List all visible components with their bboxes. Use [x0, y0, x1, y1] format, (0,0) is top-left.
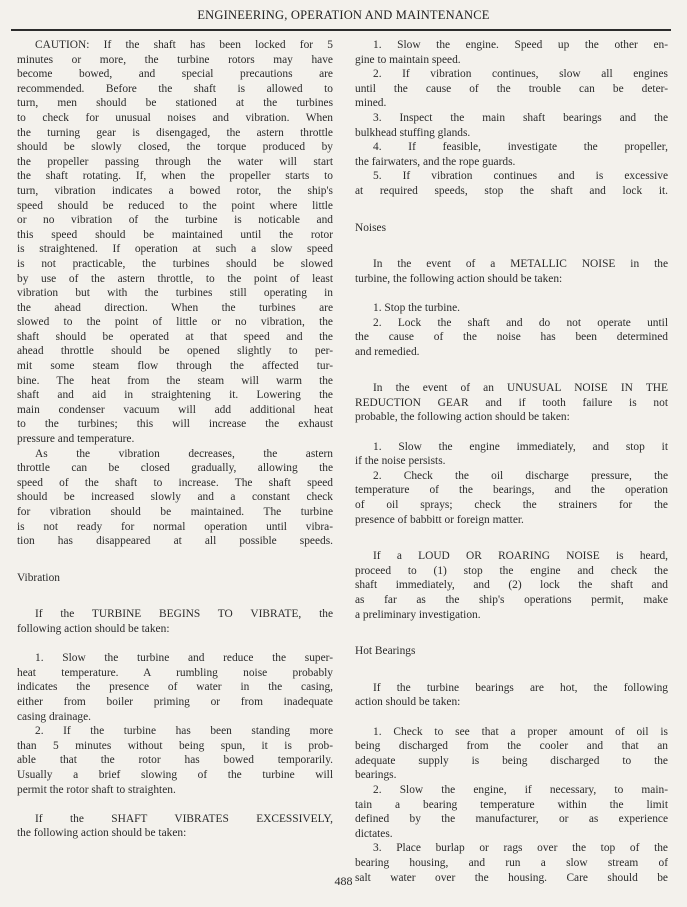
- text-line: either from boiler priming or from inadequate: [17, 695, 333, 708]
- text-line: main condenser vacuum will add additional heat: [17, 403, 333, 416]
- text-line: if the noise persists.: [355, 455, 446, 468]
- text-line: should be slowly closed, the torque produced by: [17, 141, 333, 154]
- text-line: dictates.: [355, 827, 393, 840]
- text-line: as far as the ship's operations permit, make: [355, 594, 668, 606]
- text-line: 1. Slow the engine. Speed up the other en-: [373, 39, 668, 51]
- text-line: the shaft rotating. If, when the propeller starts to: [17, 170, 333, 183]
- text-line: should be increased slowly and a constant check: [17, 491, 333, 504]
- text-line: mined.: [355, 97, 387, 110]
- shaft-step-1: [355, 38, 668, 67]
- text-line: Usually a brief slowing of the turbine will: [17, 768, 333, 781]
- text-line: slowed to the point of little or no vibration, the: [17, 316, 333, 329]
- text-line: a preliminary investigation.: [355, 608, 481, 621]
- text-line: following action should be taken:: [17, 622, 170, 635]
- text-line: 3. Inspect the main shaft bearings and the: [373, 111, 668, 124]
- text-line: adequate supply is being discharged to the: [355, 754, 668, 767]
- text-line: the propeller passing through the water will start: [17, 155, 333, 168]
- shaft-step-3: [355, 111, 668, 140]
- text-line: is not ready for normal operation until vibra-: [17, 520, 333, 533]
- text-line: tain a bearing temperature within the limit: [355, 798, 668, 811]
- text-line: heat temperature. A rumbling noise probably: [17, 666, 333, 679]
- shaft-step-4: [355, 140, 668, 169]
- text-line: shaft and aid in straightening it. Lowering the: [17, 389, 333, 402]
- text-line: If the turbine bearings are hot, the following: [373, 681, 668, 694]
- text-line: throttle can be closed gradually, allowing the: [17, 462, 333, 475]
- turbine-vibrate-paragraph: [17, 607, 333, 636]
- reduction-gear-paragraph: [355, 381, 668, 425]
- text-line: 2. If vibration continues, slow all engines: [373, 68, 668, 81]
- text-line: the ahead direction. When the turbines are: [17, 301, 333, 314]
- text-line: able that the rotor has bowed temporarily.: [17, 754, 333, 767]
- caution-paragraph: [17, 38, 333, 447]
- text-line: 4. If feasible, investigate the propeller,: [373, 141, 668, 154]
- text-line: speed should be reduced to the point where little: [17, 199, 333, 212]
- section-heading-hot-bearings: Hot Bearings: [355, 645, 416, 658]
- text-line: REDUCTION GEAR and if tooth failure is not: [355, 396, 668, 409]
- text-line: of oil sprays; check the strainers for the: [355, 499, 668, 512]
- text-line: If the TURBINE BEGINS TO VIBRATE, the: [35, 608, 333, 621]
- text-line: turn, vibration indicates a bowed rotor, the ship's: [17, 184, 333, 197]
- loud-noise-paragraph: [355, 549, 668, 622]
- text-line: temperature of the bearings, and the operation: [355, 484, 668, 497]
- text-line: ahead throttle should be opened slightly to per-: [17, 345, 333, 358]
- text-line: action should be taken:: [355, 696, 461, 709]
- page-number: 488: [334, 874, 353, 888]
- hot-bearings-paragraph: [355, 681, 668, 710]
- text-line: In the event of a METALLIC NOISE in the: [373, 258, 668, 271]
- text-line: In the event of an UNUSUAL NOISE IN THE: [373, 382, 668, 395]
- section-heading-vibration: Vibration: [17, 571, 60, 584]
- text-line: speed of the shaft to increase. The shaft speed: [17, 476, 333, 489]
- hot-step-2: [355, 783, 668, 841]
- text-line: bulkhead stuffing glands.: [355, 126, 471, 139]
- text-line: become bowed, and special precautions are: [17, 68, 333, 81]
- text-line: by use of the astern throttle, to the point of least: [17, 272, 333, 285]
- text-line: the following action should be taken:: [17, 827, 187, 840]
- text-line: minutes or more, the turbine rotors may have: [17, 53, 333, 66]
- text-line: 3. Place burlap or rags over the top of the: [373, 842, 668, 855]
- text-line: probable, the following action should be taken:: [355, 411, 570, 424]
- text-line: CAUTION: If the shaft has been locked for 5: [35, 39, 333, 51]
- text-line: being discharged from the cooler and that an: [355, 740, 668, 753]
- text-line: turbine, the following action should be taken:: [355, 272, 563, 285]
- text-line: is straightened. If operation at such a slow speed: [17, 243, 333, 256]
- text-line: and remedied.: [355, 345, 420, 358]
- metallic-noise-paragraph: [355, 257, 668, 286]
- astern-paragraph: [17, 447, 333, 549]
- text-line: If the SHAFT VIBRATES EXCESSIVELY,: [35, 812, 333, 825]
- turbine-step-1: [17, 651, 333, 724]
- metallic-step-1: [355, 301, 668, 316]
- text-line: gine to maintain speed.: [355, 53, 461, 66]
- section-heading-noises: Noises: [355, 221, 387, 234]
- text-line: 2. Lock the shaft and do not operate until: [373, 316, 668, 329]
- gear-step-1: [355, 440, 668, 469]
- text-line: to the turbines; this will increase the exhaust: [17, 418, 333, 431]
- text-line: at required speeds, stop the shaft and lock it.: [355, 184, 668, 197]
- text-line: the fairwaters, and the rope guards.: [355, 155, 516, 168]
- right-column: [355, 38, 668, 885]
- text-line: shaft immediately, and (2) lock the shaft and: [355, 579, 668, 592]
- text-line: or no vibration of the turbine is noticable and: [17, 214, 333, 227]
- text-line: for vibration should be maintained. The turbine: [17, 506, 333, 518]
- text-line: bearings.: [355, 769, 397, 782]
- gear-step-2: [355, 469, 668, 527]
- header-rule: [11, 29, 671, 31]
- text-line: 2. If the turbine has been standing more: [35, 725, 333, 738]
- text-line: to check for unusual noises and vibration. When: [17, 111, 333, 124]
- turbine-step-2: [17, 724, 333, 797]
- metallic-step-2: [355, 316, 668, 360]
- text-line: proceed to (1) stop the engine and check the: [355, 564, 668, 577]
- text-line: casing drainage.: [17, 710, 92, 723]
- text-line: 2. Check the oil discharge pressure, the: [373, 469, 668, 482]
- text-line: bearing housing, and run a slow stream of: [355, 856, 668, 869]
- text-line: indicates the presence of water in the casing,: [17, 681, 333, 694]
- text-line: vibration but with the turbines still operating in: [17, 287, 333, 300]
- text-line: the cause of the noise has been determined: [355, 331, 668, 344]
- text-line: is not practicable, the turbines should be slowed: [17, 257, 333, 270]
- shaft-step-2: [355, 67, 668, 111]
- text-line: If a LOUD OR ROARING NOISE is heard,: [373, 550, 668, 563]
- text-line: pressure and temperature.: [17, 433, 135, 446]
- text-line: until the cause of the trouble can be deter-: [355, 82, 668, 95]
- text-line: 1. Slow the turbine and reduce the super-: [35, 652, 333, 665]
- shaft-step-5: [355, 169, 668, 198]
- text-line: shaft should be operated at that speed and the: [17, 330, 333, 343]
- text-line: 1. Stop the turbine.: [373, 301, 461, 314]
- text-line: 2. Slow the engine, if necessary, to main-: [373, 783, 668, 796]
- text-line: permit the rotor shaft to straighten.: [17, 783, 176, 796]
- text-line: recommended. Before the shaft is allowed to: [17, 82, 333, 95]
- text-line: this speed should be maintained until the rotor: [17, 228, 333, 241]
- text-line: turn, men should be stationed at the turbines: [17, 97, 333, 110]
- text-line: the turning gear is disengaged, the astern throttle: [17, 126, 333, 139]
- shaft-vibrates-paragraph: [17, 812, 333, 841]
- hot-step-1: [355, 725, 668, 783]
- text-line: mit some steam flow through the affected tur-: [17, 360, 333, 373]
- text-line: presence of babbitt or foreign matter.: [355, 513, 524, 526]
- running-header: ENGINEERING, OPERATION AND MAINTENANCE: [197, 8, 490, 22]
- text-line: As the vibration decreases, the astern: [35, 447, 333, 460]
- text-line: 1. Check to see that a proper amount of oil is: [373, 725, 668, 738]
- text-line: bine. The heat from the steam will warm the: [17, 374, 333, 387]
- text-line: salt water over the housing. Care should be: [355, 871, 668, 884]
- text-line: 1. Slow the engine immediately, and stop it: [373, 440, 668, 453]
- text-line: defined by the manufacturer, or as experience: [355, 813, 668, 826]
- text-line: than 5 minutes without being spun, it is prob-: [17, 739, 333, 752]
- text-line: 5. If vibration continues and is excessive: [373, 170, 668, 183]
- text-line: tion has disappeared at all possible speeds.: [17, 535, 333, 548]
- left-column: [17, 38, 333, 841]
